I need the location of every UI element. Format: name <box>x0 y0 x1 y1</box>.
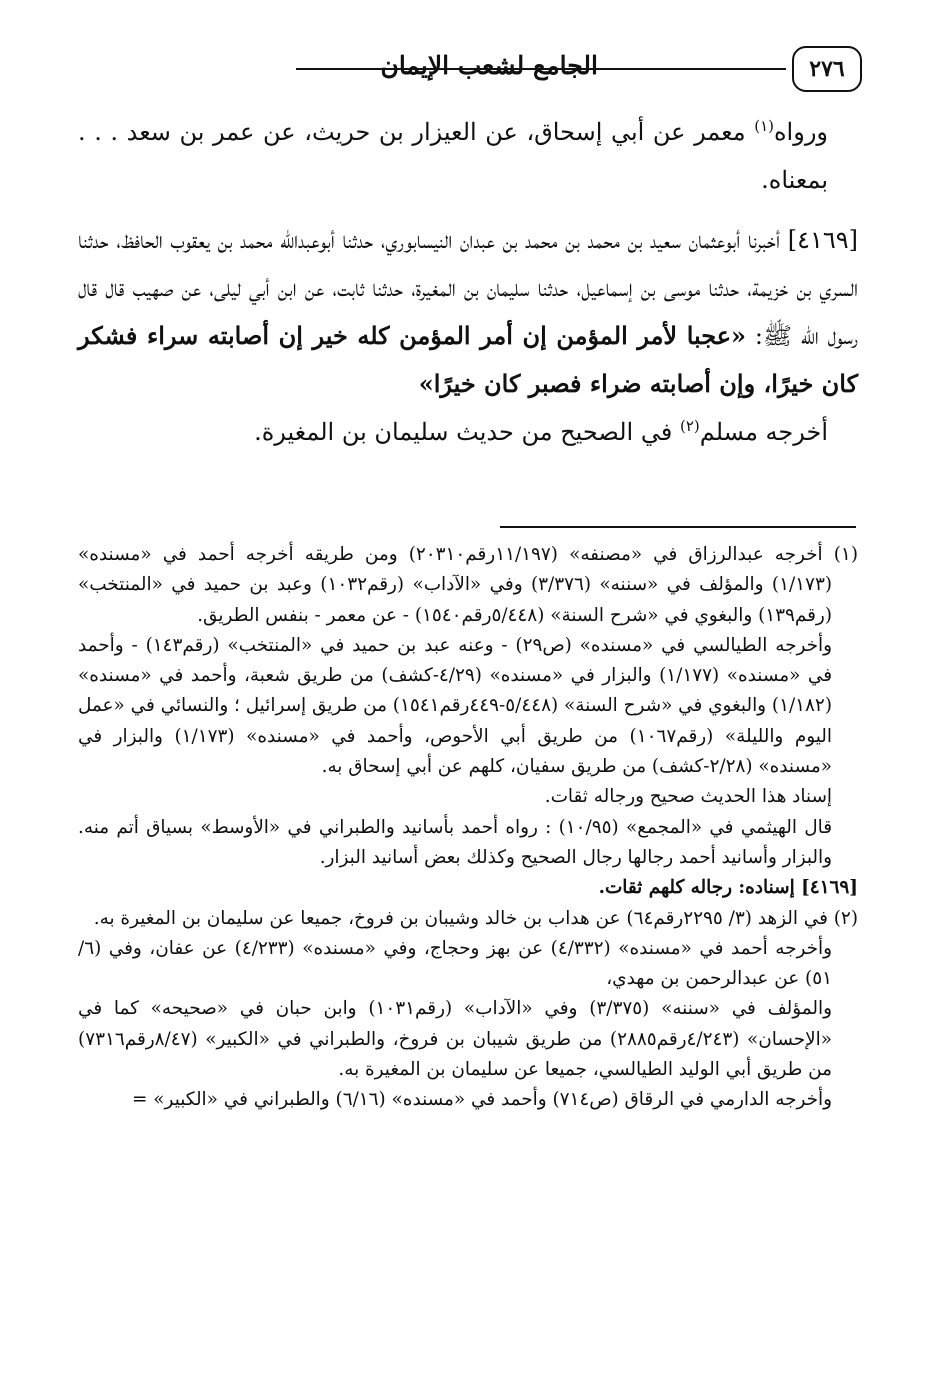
paragraph-takhrij <box>78 408 858 456</box>
footnote-1-grading: إسناد هذا الحديث صحيح ورجاله ثقات. <box>544 786 832 808</box>
main-text <box>78 108 858 456</box>
footnote-1: (١) أخرجه عبدالرزاق في «مصنفه» (١١/١٩٧رقم٢٠٣١٠) ومن طريقه أخرجه أحمد في «مسنده» (١/١٧٣) والمؤلف في «سننه» (٣/٣٧٦) وفي «الآداب» (رقم١٠٣٢) وعبد بن حميد في «المنتخب» (رقم١٣٩) والبغوي في «شرح السنة» (٥/٤٤٨رقم١٥٤٠) - عن معمر - بنفس الطريق. <box>78 544 858 626</box>
paragraph-riwayah <box>78 108 858 204</box>
footnote-2-cont-2: والمؤلف في «سننه» (٣/٣٧٥) وفي «الآداب» (رقم١٠٣١) وابن حبان في «صحيحه» كما في «الإحسان» (٤/٢٤٣رقم٢٨٨٥) من طريق شيبان بن فروخ، والطبراني في «الكبير» (٨/٤٧رقم٧٣١٦) من طريق أبي الوليد الطيالسي، جميعا عن سليمان بن المغيرة به. <box>78 998 833 1081</box>
running-header <box>70 44 860 100</box>
page-number: ٢٧٦ <box>809 56 845 82</box>
page-number-box <box>792 46 862 92</box>
footnote-isnad-4169: [٤١٦٩] إسناده: رجاله كلهم ثقات. <box>598 877 858 899</box>
paragraph-hadith-4169 <box>78 216 858 408</box>
book-title: الجامع لشعب الإيمان <box>380 51 598 80</box>
text-run: ورواه <box>773 118 828 146</box>
isnad-text: [٤١٦٩] أخبرنا أبوعثمان سعيد بن محمد بن محمد بن عبدان النيسابوري، حدثنا أبوعبدالله محمد بن يعقوب الحافظ، حدثنا السري بن خزيمة، حدثنا موسى بن إسماعيل، حدثنا سليمان بن المغيرة، حدثنا ثابت، عن ابن أبي ليلى، عن صهيب قال قال رسول الله ﷺ: <box>78 226 858 350</box>
footnote-separator <box>500 526 856 528</box>
hadith-matn: «عجبا لأمر المؤمن إن أمر المؤمن كله خير إن أصابته سراء فشكر كان خيرًا، وإن أصابته ضراء فصبر كان خيرًا» <box>78 321 858 398</box>
footnotes <box>78 540 858 1116</box>
text-run: في الصحيح من حديث سليمان بن المغيرة. <box>254 418 680 446</box>
footnote-1-cont: وأخرجه الطيالسي في «مسنده» (ص٢٩) - وعنه عبد بن حميد في «المنتخب» (رقم١٤٣) - وأحمد في «مسنده» (١/١٧٧) والبزار في «مسنده» (٤/٢٩-كشف) من طريق شعبة، وأحمد في «مسنده» (١/١٨٢) والبغوي في «شرح السنة» (٥/٤٤٨-٤٤٩رقم١٥٤١) من طريق إسرائيل ؛ والنسائي في «عمل اليوم والليلة» (رقم١٠٦٧) من طريق أبي الأحوص، وأحمد في «مسنده» (١/١٧٣) والبزار في «مسنده» (٢/٢٨-كشف) من طريق سفيان، كلهم عن أبي إسحاق به. <box>78 634 833 778</box>
text-run: معمر عن أبي إسحاق، عن العيزار بن حريث، عن عمر بن سعد . . . بمعناه. <box>78 118 828 194</box>
footnote-2-cont: وأخرجه أحمد في «مسنده» (٤/٣٣٢) عن بهز وحجاج، وفي «مسنده» (٤/٢٣٣) عن عفان، وفي (٦/ ٥١) عن عبدالرحمن بن مهدي، <box>78 937 832 990</box>
footnote-ref-1: (١) <box>754 117 774 135</box>
text-run: أخرجه مسلم <box>699 418 828 446</box>
footnote-1-haythami: قال الهيثمي في «المجمع» (١٠/٩٥) : رواه أحمد بأسانيد والطبراني في «الأوسط» بسياق أتم منه. والبزار وأسانيد أحمد رجالها رجال الصحيح وكذلك بعض أسانيد البزار. <box>78 816 833 868</box>
footnote-2-cont-3: وأخرجه الدارمي في الرقاق (ص٧١٤) وأحمد في «مسنده» (٦/١٦) والطبراني في «الكبير» = <box>132 1089 832 1111</box>
footnote-ref-2: (٢) <box>679 417 700 435</box>
footnote-2: (٢) في الزهد (٣/ ٢٢٩٥رقم٦٤) عن هداب بن خالد وشيبان بن فروخ، جميعا عن سليمان بن المغيرة به. <box>93 907 858 929</box>
